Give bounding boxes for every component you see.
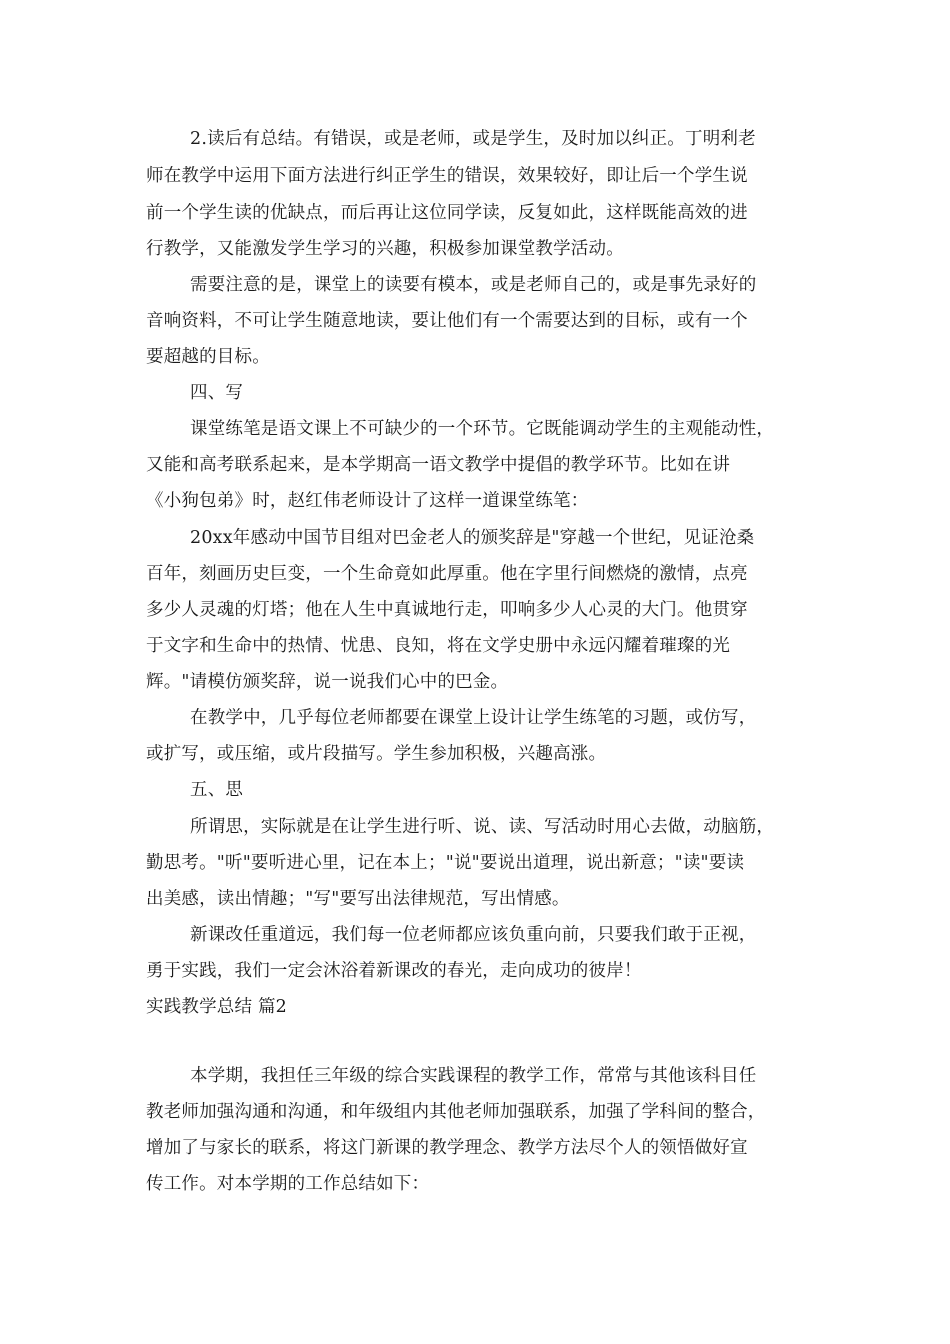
paragraph-line: 课堂练笔是语文课上不可缺少的一个环节。它既能调动学生的主观能动性，: [190, 419, 775, 439]
paragraph-line: 师在教学中运用下面方法进行纠正学生的错误，效果较好，即让后一个学生说: [146, 166, 748, 186]
section-heading: 四、写: [190, 383, 244, 403]
paragraph-line: 多少人灵魂的灯塔；他在人生中真诚地行走，叩响多少人心灵的大门。他贯穿: [146, 600, 748, 620]
paragraph-line: 要超越的目标。: [146, 347, 270, 367]
paragraph-line: 勤思考。"听"要听进心里，记在本上；"说"要说出道理，说出新意；"读"要读: [146, 853, 745, 873]
paragraph-line: 或扩写，或压缩，或片段描写。学生参加积极，兴趣高涨。: [146, 744, 607, 764]
paragraph-line: 出美感，读出情趣；"写"要写出法律规范，写出情感。: [146, 889, 570, 909]
paragraph-line: 增加了与家长的联系，将这门新课的教学理念、教学方法尽个人的领悟做好宣: [146, 1138, 748, 1158]
paragraph-line: 《小狗包弟》时，赵红伟老师设计了这样一道课堂练笔：: [146, 491, 589, 511]
paragraph-line: 在教学中，几乎每位老师都要在课堂上设计让学生练笔的习题，或仿写，: [190, 708, 757, 728]
paragraph-line: 于文字和生命中的热情、忧患、良知，将在文学史册中永远闪耀着璀璨的光: [146, 636, 731, 656]
paragraph-line: 音响资料，不可让学生随意地读，要让他们有一个需要达到的目标，或有一个: [146, 311, 748, 331]
paragraph-line: 2.读后有总结。有错误，或是老师，或是学生，及时加以纠正。丁明利老: [190, 129, 756, 149]
paragraph-line: 新课改任重道远，我们每一位老师都应该负重向前，只要我们敢于正视，: [190, 925, 757, 945]
paragraph-line: 本学期，我担任三年级的综合实践课程的教学工作，常常与其他该科目任: [190, 1066, 757, 1086]
paragraph-line: 行教学，又能激发学生学习的兴趣，积极参加课堂教学活动。: [146, 239, 624, 259]
paragraph-line: 教老师加强沟通和沟通，和年级组内其他老师加强联系，加强了学科间的整合，: [146, 1102, 766, 1122]
paragraph-line: 传工作。对本学期的工作总结如下：: [146, 1174, 430, 1194]
paragraph-line: 前一个学生读的优缺点，而后再让这位同学读，反复如此，这样既能高效的进: [146, 203, 748, 223]
paragraph-line: 辉。"请模仿颁奖辞，说一说我们心中的巴金。: [146, 672, 509, 692]
section-heading: 五、思: [190, 780, 244, 800]
article-title: 实践教学总结 篇2: [146, 997, 287, 1017]
paragraph-line: 又能和高考联系起来，是本学期高一语文教学中提倡的教学环节。比如在讲: [146, 455, 731, 475]
paragraph-line: 百年，刻画历史巨变，一个生命竟如此厚重。他在字里行间燃烧的激情，点亮: [146, 564, 748, 584]
paragraph-line: 勇于实践，我们一定会沐浴着新课改的春光，走向成功的彼岸！: [146, 961, 642, 981]
paragraph-line: 需要注意的是，课堂上的读要有模本，或是老师自己的，或是事先录好的: [190, 275, 757, 295]
paragraph-line: 所谓思，实际就是在让学生进行听、说、读、写活动时用心去做，动脑筋，: [190, 817, 775, 837]
paragraph-line: 20xx年感动中国节目组对巴金老人的颁奖辞是"穿越一个世纪，见证沧桑: [190, 528, 755, 548]
